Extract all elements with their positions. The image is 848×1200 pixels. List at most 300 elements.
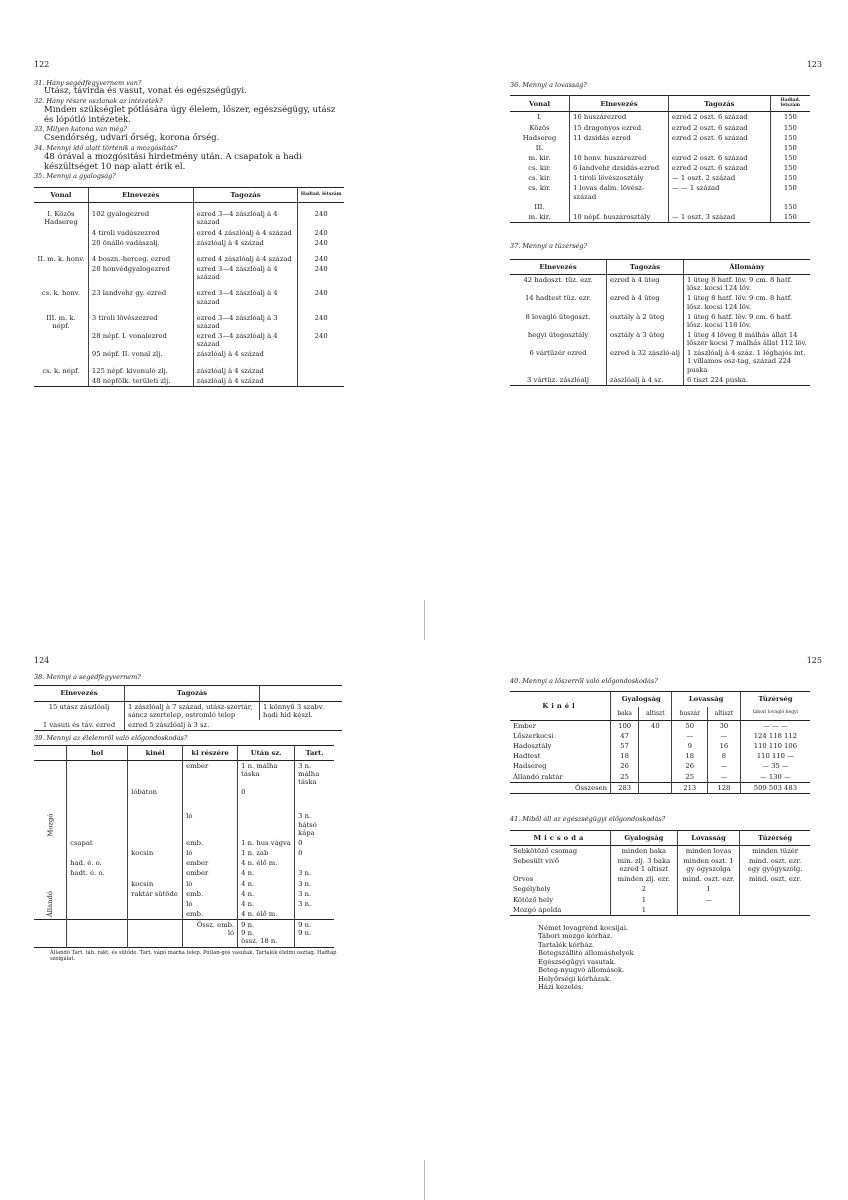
table-cell: 1 könnyű 3 szabv. hadi hid készl.	[263, 702, 324, 719]
table-cell: —	[708, 761, 741, 771]
table-cell: — 130 —	[759, 772, 791, 781]
table-cell: cs. kir.	[510, 183, 570, 201]
table-cell	[67, 760, 128, 787]
table-cell: lóbáton	[128, 787, 183, 811]
table-cell: 128	[708, 782, 741, 793]
table-cell	[639, 772, 672, 783]
table-cell: 1 üteg 8 hatf. löv. 9 cm. 8 hatf. lősz. kocsi 124 löv.	[687, 276, 793, 293]
table-cell: 1 üteg 8 hatf. löv. 9 cm. 8 hatf. lősz. kocsi 124 löv.	[687, 294, 793, 311]
table-cell: 150	[783, 164, 797, 173]
table-cell: 150	[783, 154, 797, 163]
table-cell: 28 népf. I. vonalezred	[88, 331, 193, 349]
side-label-mobile: Mozgó	[45, 813, 54, 837]
infantry-table	[34, 187, 344, 387]
table-cell	[298, 376, 344, 387]
total-value-cell	[238, 920, 295, 947]
table-cell	[67, 787, 128, 811]
table-cell	[639, 731, 672, 741]
table-cell: Segélyhely	[510, 884, 611, 894]
col-header: Kinél	[510, 692, 611, 720]
table-cell: ezred 2 oszt. 6 század	[668, 153, 770, 163]
auxiliary-table	[34, 685, 342, 731]
table-cell: zászlóalj à 4 sz.	[607, 375, 684, 386]
table-cell	[67, 909, 128, 920]
table-cell: 1 n. zab	[238, 848, 295, 858]
table-cell: 240	[314, 210, 328, 219]
table-cell	[639, 751, 672, 761]
grand-total: össz. 18 n.	[241, 937, 278, 946]
answer-32: Minden szükséglet pótlására úgy élelem, lőszer, egészségügy, utász és lópótló intézetek.	[44, 104, 336, 125]
table-cell: 240	[314, 254, 328, 263]
total-value: 9 n.	[241, 929, 255, 938]
table-cell	[67, 889, 128, 899]
question-35: 35. Mennyi a gyalogság?	[34, 172, 116, 181]
table-cell: 1 lovas dalm. lövész-század	[570, 183, 669, 201]
table-cell	[295, 909, 334, 920]
artillery-table	[510, 259, 810, 386]
col-header: Micsoda	[510, 830, 611, 845]
col-header	[260, 686, 343, 701]
table-row	[34, 811, 334, 837]
medical-table	[510, 830, 810, 916]
table-cell: Orvos	[510, 874, 611, 884]
table-cell	[67, 899, 128, 909]
table-row	[34, 858, 334, 868]
table-cell: m. kir.	[510, 212, 570, 223]
question-39: 39. Mennyi az élelemről való előgondoskodás?	[34, 734, 188, 743]
table-row	[34, 254, 344, 264]
side-label-cell	[34, 760, 67, 888]
table-cell	[128, 909, 183, 920]
table-cell: emb.	[183, 909, 238, 920]
group-label: cs. k. honv.	[34, 288, 88, 306]
ammunition-table	[510, 691, 810, 793]
table-cell: 95 népf. II. vonal zlj.	[88, 349, 193, 359]
table-cell: Állandó raktár	[510, 772, 611, 783]
table-cell: kocsin	[128, 879, 183, 889]
table-cell: 14 hadtest tüz. ezr.	[510, 293, 607, 311]
table-cell: ember	[183, 760, 238, 787]
question-31: 31. Hány segédfegyvernem van?	[34, 78, 142, 87]
table-cell	[639, 761, 672, 771]
table-cell: 240	[314, 228, 328, 237]
table-cell: emb.	[183, 838, 238, 848]
side-label-permanent: Állandó	[45, 890, 54, 917]
note-line: Helyőrségi kórházak.	[538, 974, 612, 983]
table-cell: Kötöző hely	[510, 895, 611, 905]
table-cell: 40	[639, 720, 672, 731]
table-cell: II.	[510, 143, 570, 153]
table-cell	[128, 760, 183, 787]
question-32: 32. Hány részre oszlanak az intézetek?	[34, 97, 163, 106]
table-row	[510, 123, 810, 133]
table-row	[34, 868, 334, 878]
table-row	[510, 133, 810, 143]
table-row	[510, 275, 810, 294]
table-cell: Mozgó ápolda	[510, 905, 611, 916]
table-cell	[668, 143, 770, 153]
page-124	[34, 656, 346, 963]
page-number: 124	[34, 656, 50, 665]
total-label: Össz.	[196, 921, 215, 930]
side-label-cell	[34, 889, 67, 920]
col-header: Vonal	[510, 96, 570, 112]
table-cell	[740, 895, 810, 905]
table-row	[34, 313, 344, 331]
table-cell: 6 tiszt 224 puska.	[687, 375, 749, 384]
table-cell: emb.	[183, 889, 238, 899]
table-cell	[298, 349, 344, 359]
table-cell	[570, 143, 669, 153]
table-cell	[298, 366, 344, 376]
table-cell: kocsin	[128, 848, 183, 858]
col-header: Elnevezés	[510, 259, 607, 274]
table-cell: 8	[708, 751, 741, 761]
table-cell	[639, 782, 672, 793]
table-row	[510, 741, 810, 751]
table-row	[510, 856, 810, 874]
col-header: Elnevezés	[88, 188, 193, 203]
table-cell: ezred 3—4 zászlóalj à 4 század	[193, 331, 298, 349]
table-row	[34, 366, 344, 376]
col-header: Elnevezés	[570, 96, 669, 112]
medical-notes	[538, 924, 822, 992]
table-cell: 3 n. hátsó kápa	[298, 812, 317, 837]
total-value: 9 n.	[298, 921, 312, 930]
table-cell: Sebkötöző csomag	[510, 845, 611, 856]
table-cell: min. zlj. 3 baka ezred 1 altiszt	[611, 856, 678, 874]
page-number: 122	[34, 60, 50, 69]
page-125	[510, 656, 822, 992]
table-cell: III.	[510, 202, 570, 212]
cavalry-table	[510, 95, 810, 223]
table-cell: ezred 3—4 zászlóalj à 3 század	[193, 313, 298, 331]
table-cell: 1 üteg 6 hatf. löv. 9 cm. 6 hatf. lősz. kocsi 118 löv.	[687, 312, 793, 329]
table-cell: ezred 3—4 zászlóalj à 4 század	[193, 264, 298, 282]
table-cell	[67, 879, 128, 889]
table-row	[510, 720, 810, 731]
table-cell: 0	[298, 849, 303, 858]
question-38: 38. Mennyi a segédfegyvernem?	[34, 672, 141, 681]
table-cell: 16	[708, 741, 741, 751]
table-cell: Hadtest	[510, 751, 611, 761]
table-cell: ember	[183, 868, 238, 878]
table-cell: minden zlj. ezr.	[611, 874, 678, 884]
table-row	[34, 209, 344, 227]
col-header: Vonal	[34, 188, 88, 203]
table-cell: 10 népf. huszárosztály	[570, 212, 669, 223]
note-line: Beteg-nyugvó állomások.	[538, 966, 625, 975]
table-cell: 150	[783, 133, 797, 142]
page-number: 125	[806, 656, 822, 665]
table-cell: 102 gyalogezred	[88, 209, 193, 227]
table-cell: Ember	[510, 720, 611, 731]
table-cell: 4 n.	[238, 868, 295, 878]
table-cell: 1 n. málha táska	[238, 760, 295, 787]
col-header: Gyalogság	[611, 692, 672, 707]
table-cell: ezred 4 zászlóalj à 4 század	[193, 254, 298, 264]
table-row	[510, 772, 810, 783]
table-cell: 110 110 —	[756, 752, 794, 761]
col-header: Tart.	[295, 745, 334, 760]
table-cell: ezred 2 oszt. 6 század	[668, 123, 770, 133]
col-header: Állomány	[684, 259, 811, 274]
group-label: II. m. k. honv.	[34, 254, 88, 282]
table-cell: — 1 oszt. 2 század	[668, 173, 770, 183]
total-value: 9 n.	[298, 929, 312, 938]
table-row	[510, 153, 810, 163]
table-cell	[183, 787, 238, 811]
table-cell: 124 118 112	[753, 731, 798, 740]
question-36: 36. Mennyi a lovasság?	[510, 80, 587, 89]
table-cell: 1 n. hus vágva	[238, 838, 295, 848]
table-cell: ezred 2 oszt. 6 század	[668, 163, 770, 173]
table-cell: 1	[611, 905, 678, 916]
table-cell	[677, 905, 740, 916]
table-row	[34, 701, 342, 720]
table-cell: minden oszt. 1 gy ógyszolga	[677, 856, 740, 874]
col-header: hol	[67, 745, 128, 760]
table-cell: 4 n.	[238, 899, 295, 909]
table-cell: 20 önálló vadászalj.	[88, 238, 193, 248]
table-row	[34, 838, 334, 848]
table-row	[34, 760, 334, 787]
table-cell: 4 n.	[238, 889, 295, 899]
table-cell: raktár sütöde	[128, 889, 183, 899]
table-row	[510, 112, 810, 123]
table-cell: ezred à 4 üteg	[607, 293, 684, 311]
table-cell: osztály à 2 üteg	[607, 312, 684, 330]
table-row	[34, 787, 334, 811]
table-row	[510, 845, 810, 856]
answer-31: Utász, távirda és vasut, vonat és egészségügyi.	[44, 86, 247, 97]
table-row	[34, 288, 344, 306]
table-cell: 150	[783, 113, 797, 122]
note-line: Tartalék kórház.	[538, 940, 595, 949]
table-cell: —	[708, 731, 741, 741]
table-cell: zászlóalj à 4 század	[193, 238, 298, 248]
col-header: ki részére	[183, 745, 238, 760]
table-cell	[128, 868, 183, 878]
table-row	[510, 874, 810, 884]
table-cell: 11 dzsidás ezred	[570, 133, 669, 143]
col-header: Tüzérség	[758, 695, 793, 704]
table-cell	[639, 741, 672, 751]
table-cell: 1	[677, 884, 740, 894]
table-cell: 3 n.	[298, 869, 312, 878]
note-line: Egészségügyi vasutak.	[538, 957, 616, 966]
table-cell: 3 vártüz. zászlóalj	[510, 375, 607, 386]
table-cell: 0	[298, 838, 303, 847]
table-row	[510, 761, 810, 771]
table-cell: Közös	[510, 123, 570, 133]
table-cell: 3 n.	[298, 879, 312, 888]
group-label: I. Közös Hadsereg	[34, 209, 88, 248]
table-cell: Hadosztály	[510, 741, 611, 751]
table-row	[510, 895, 810, 905]
answer-33: Csendőrség, udvari őrség, korona őrség.	[44, 133, 220, 144]
note-line: Betegszállitó állomáshelyek	[538, 949, 634, 958]
table-cell: zászlóalj à 4 század	[193, 376, 298, 387]
table-cell: 0	[238, 787, 295, 811]
table-cell: 10 honv. huszárezred	[570, 153, 669, 163]
table-cell: 240	[314, 265, 328, 274]
sub-header: huszár	[672, 707, 708, 721]
col-header: Tagozás	[607, 259, 684, 274]
table-row	[34, 889, 334, 899]
table-cell: ezred à 32 zászló-alj	[607, 348, 684, 374]
group-label: III. m. k. népf.	[34, 313, 88, 360]
table-cell: Lőszerkocsi	[510, 731, 611, 741]
table-cell: ezred 4 zászlóalj à 4 század	[193, 228, 298, 238]
table-cell: 1 zászlóalj à 4 száz. 1 léghajós int. 1 villamos osz-tag, század 224 puska	[687, 349, 806, 374]
col-header: Tüzérség	[740, 830, 810, 845]
table-cell: 57	[611, 741, 639, 751]
col-header: Tagozás	[125, 686, 260, 701]
table-cell: 30	[708, 720, 741, 731]
table-row	[510, 293, 810, 311]
table-cell: ezred à 4 üteg	[607, 275, 684, 294]
table-cell: Sebesült vivő	[510, 856, 611, 874]
table-cell: 9	[672, 741, 708, 751]
table-cell: I.	[510, 112, 570, 123]
note-line: Házi kezelés.	[538, 983, 584, 992]
table-row	[510, 173, 810, 183]
table-cell: 3 n.	[298, 899, 312, 908]
table-cell: 26	[611, 761, 639, 771]
table-cell: Hadsereg	[510, 133, 570, 143]
table-cell: 1 vasuti és táv. ezred	[34, 720, 125, 731]
col-header: Hadiad. létszám	[298, 188, 344, 203]
total-sub: ló	[227, 929, 235, 938]
table-cell: m. kir.	[510, 153, 570, 163]
table-cell: osztály à 3 üteg	[607, 330, 684, 348]
table-cell: ember	[183, 858, 238, 868]
table-row	[510, 312, 810, 330]
table-cell	[128, 838, 183, 848]
table-cell: minden tüzér	[752, 846, 799, 855]
table-cell: 42 hadoszt. tüz. ezr.	[510, 275, 607, 294]
table-cell: 4 n. élő m.	[238, 909, 295, 920]
table-cell: 28 honvédgyalogezred	[88, 264, 193, 282]
table-cell: 150	[783, 143, 797, 152]
table-cell: 6 landvehr dzsidás-ezred	[570, 163, 669, 173]
table-cell	[238, 811, 295, 837]
table-cell: 15 dragonyos ezred	[570, 123, 669, 133]
table-cell: csapat	[67, 838, 128, 848]
table-cell	[67, 811, 128, 837]
table-cell: 4 boszn.-herceg. ezred	[88, 254, 193, 264]
table-cell: 150	[783, 212, 797, 221]
table-cell: 16 huszárezred	[570, 112, 669, 123]
table-cell: Összesen	[510, 782, 611, 793]
table-cell	[668, 202, 770, 212]
table-row	[510, 212, 810, 223]
table-cell: 48 népfölk. területi zlj.	[88, 376, 193, 387]
table-row	[510, 884, 810, 894]
table-cell	[67, 848, 128, 858]
total-label-cell	[183, 920, 238, 947]
table-cell	[570, 202, 669, 212]
table-cell: mind. oszt. ezr. egy gyógyszolg.	[747, 856, 803, 874]
table-cell	[128, 899, 183, 909]
col-header: Elnevezés	[34, 686, 125, 701]
table-cell: — — —	[763, 721, 788, 730]
table-row	[510, 375, 810, 386]
table-cell: ló	[183, 811, 238, 837]
table-cell	[740, 905, 810, 916]
table-row	[34, 909, 334, 920]
table-cell: 240	[314, 289, 328, 298]
col-header: Után sz.	[238, 745, 295, 760]
table-cell: 240	[314, 238, 328, 247]
table-cell: ló	[183, 879, 238, 889]
page-number: 123	[806, 60, 822, 69]
table-cell: — 35 —	[762, 762, 789, 771]
table-cell: 150	[783, 202, 797, 211]
table-row	[510, 183, 810, 201]
page-123	[510, 60, 822, 386]
answer-34: 48 órával a mozgósitási hirdetmény után. A csapatok a hadi készültséget 10 nap alatt érik el.	[44, 151, 302, 172]
table-cell: 6 vártüzér ezred	[510, 348, 607, 374]
table-cell: 125 népf. kivonuló zlj.	[88, 366, 193, 376]
table-cell: — — 1 század	[668, 183, 770, 201]
table-cell: — 1 oszt. 3 század	[668, 212, 770, 223]
table-row	[34, 899, 334, 909]
table-cell: —	[672, 731, 708, 741]
table-cell: ló	[183, 848, 238, 858]
table-cell: 240	[314, 332, 328, 341]
table-cell: ezred 2 oszt. 6 század	[668, 133, 770, 143]
sub-header: tábori lovagló hegyi	[740, 707, 810, 721]
table-cell: 213	[672, 782, 708, 793]
table-cell: 1 zászlóalj à 7 század, utász-szertár, sáncz szertelep, ostromló telep	[125, 701, 260, 720]
table-cell: 1 üteg 4 löveg 8 málhás állat 14 lőszer kocsi 7 málhás állat 112 löv.	[687, 331, 807, 348]
table-cell: 4 tiroli vadászezred	[88, 228, 193, 238]
col-header: kinél	[128, 745, 183, 760]
table-row	[34, 920, 334, 947]
table-cell: Hadsereg	[510, 761, 611, 771]
table-cell	[295, 787, 334, 811]
sub-header: altiszt	[639, 707, 672, 721]
table-cell: 110 110 106	[753, 742, 798, 751]
table-row	[510, 782, 810, 793]
table-cell: ezred 3—4 zászlóalj à 4 század	[193, 209, 298, 227]
table-row	[510, 348, 810, 374]
table-cell: 23 landvehr gy. ezred	[88, 288, 193, 306]
footnote: Állandó Tart. táb. rakt. és sütőde. Tart. vágó marha telep. Pótlan-gos vasutak. Tartalék élelmi osztag. Hadtáp szolgálat.	[50, 949, 337, 962]
col-header: Tagozás	[193, 188, 298, 203]
table-cell: 283	[611, 782, 639, 793]
table-row	[510, 330, 810, 348]
table-cell: 15 utász zászlóalj	[34, 701, 125, 720]
table-cell: mind. oszt. ezr.	[677, 874, 740, 884]
table-cell: 25	[611, 772, 639, 783]
question-34: 34. Mennyi idő alatt történik a mozgósítás?	[34, 144, 178, 153]
col-header: Lovasság	[672, 692, 740, 707]
table-cell: 26	[672, 761, 708, 771]
group-label: cs. k. népf.	[34, 366, 88, 387]
col-header: Hadiad. létszám	[770, 96, 810, 112]
table-cell: 3 n. málha táska	[298, 761, 320, 787]
page-122	[34, 60, 346, 387]
table-cell: 25	[672, 772, 708, 783]
table-cell	[128, 811, 183, 837]
total-value-cell	[295, 920, 334, 947]
table-cell: minden baka	[611, 845, 678, 856]
table-cell: minden lovas	[677, 845, 740, 856]
table-cell: 1	[611, 895, 678, 905]
